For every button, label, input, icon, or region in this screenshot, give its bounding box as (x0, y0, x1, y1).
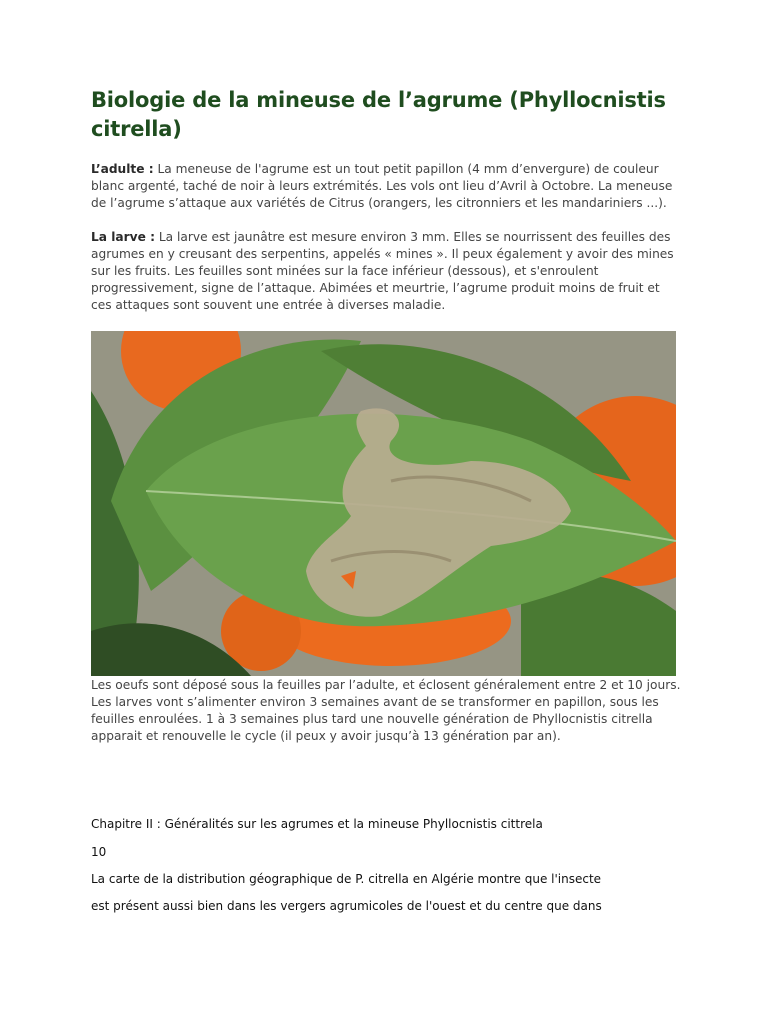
adulte-label: L’adulte : (91, 162, 154, 176)
body-line: La carte de la distribution géographique de P. citrella en Algérie montre que l'insecte (91, 872, 602, 886)
oeufs-paragraph: Les oeufs sont déposé sous la feuilles par l’adulte, et éclosent généralement entre 2 et 10 jours. Les larves vont s’alimenter environ 3 semaines avant de se transformer en papillon, sous les feuilles enroulées. 1 à 3 semaines plus tard une nouvelle génération de Phyllocnistis citrella apparait et renouvelle le cycle (il peux y avoir jusqu’à 13 génération par an). (91, 678, 681, 743)
body-line: est présent aussi bien dans les vergers agrumicoles de l'ouest et du centre que dans (91, 899, 602, 913)
leaf-miner-illustration (91, 331, 676, 676)
larve-label: La larve : (91, 230, 155, 244)
adulte-text: La meneuse de l'agrume est un tout petit papillon (4 mm d’envergure) de couleur blanc argenté, taché de noir à leurs extrémités. Les vols ont lieu d’Avril à Octobre. La meneuse de l’agrume s’attaque aux variétés de Citrus (orangers, les citronniers et les mandariniers ...). (91, 162, 673, 210)
larve-text: La larve est jaunâtre est mesure environ 3 mm. Elles se nourrissent des feuilles des agrumes en y creusant des serpentins, appelés « mines ». Il peux également y avoir des mines sur les fruits. Les feuilles sont minées sur la face inférieur (dessous), et s'enroulent progressivement, signe de l’attaque. Abimées et meurtrie, l’agrume produit moins de fruit et ces attaques sont souvent une entrée à diverses maladie. (91, 230, 674, 312)
page-number: 10 (91, 845, 107, 859)
larve-paragraph (91, 229, 681, 314)
page-title: Biologie de la mineuse de l’agrume (Phyllocnistis citrella) (91, 88, 666, 141)
chapter-heading: Chapitre II : Généralités sur les agrumes et la mineuse Phyllocnistis cittrela (91, 817, 543, 831)
leaf-miner-photo (91, 331, 676, 676)
adulte-paragraph (91, 161, 681, 212)
